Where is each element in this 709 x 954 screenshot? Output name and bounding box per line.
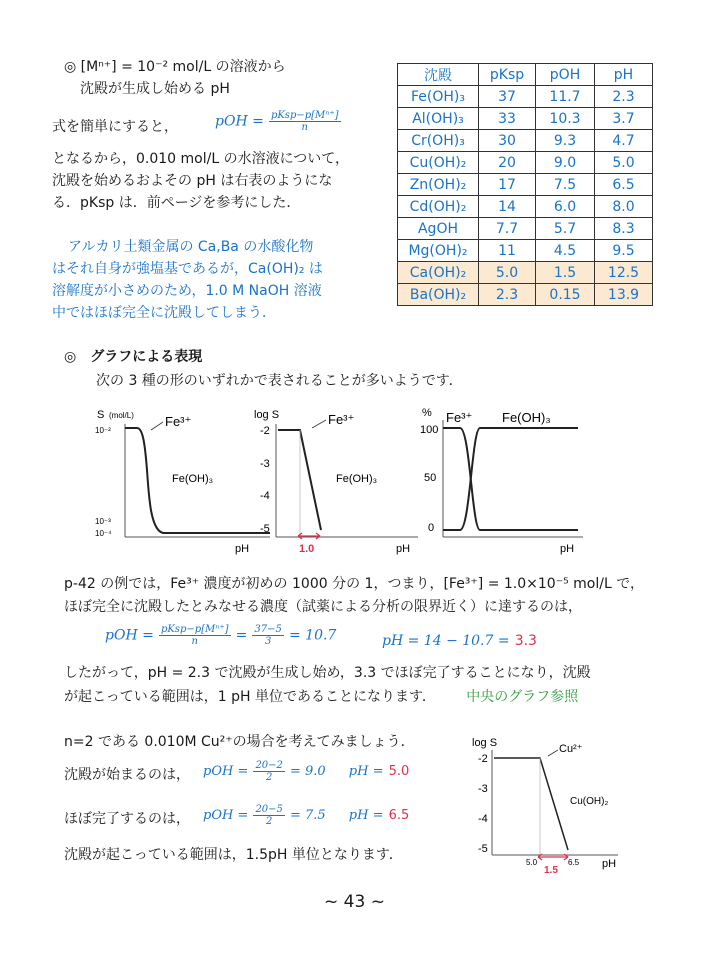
g3-ion-curve (443, 428, 578, 530)
g3-ytick: 100 (420, 424, 439, 436)
table-cell: 2.3 (595, 86, 653, 108)
table-cell: 5.0 (595, 152, 653, 174)
table-row (398, 130, 653, 152)
table-cell: 30 (479, 130, 536, 152)
table-cell: 6.0 (536, 196, 595, 218)
g4-ytick: -3 (478, 783, 488, 795)
g3-ytick: 50 (424, 472, 437, 484)
g1-ppt-label: Fe(OH)₃ (172, 473, 214, 485)
table-cell: 13.9 (595, 284, 653, 306)
g2-ppt-label: Fe(OH)₃ (336, 473, 378, 485)
g2-ion-label: Fe³⁺ (328, 412, 355, 427)
g4-ytick: -4 (478, 813, 488, 825)
page-number: ~ 43 ~ (324, 892, 385, 912)
note-line-1: アルカリ土類金属の Ca,Ba の水酸化物 (68, 239, 314, 255)
g3-xlabel: pH (560, 543, 575, 555)
table-cell: Mg(OH)₂ (398, 240, 479, 262)
case2-start-formula: pOH = $\frac{20-2}{2}$ = 9.0 pH = 5.0 (203, 760, 410, 783)
table-cell: Al(OH)₃ (398, 108, 479, 130)
example-line-3: したがって，pH = 2.3 で沈殿が生成し始め，3.3 でほぼ完了することになり，沈殿 (64, 665, 591, 681)
table-cell: Zn(OH)₂ (398, 174, 479, 196)
g2-xlabel: pH (396, 543, 411, 555)
g1-ytick-low: 10⁻⁴ (95, 529, 112, 538)
table-row (398, 86, 653, 108)
table-cell: 17 (479, 174, 536, 196)
table-cell: 8.0 (595, 196, 653, 218)
case2-intro: n=2 である 0.010M Cu²⁺の場合を考えてみましょう． (64, 734, 415, 750)
title-mark: ◎ (64, 59, 77, 75)
g4-xtick: 5.0 (526, 858, 538, 867)
g3-ion-label: Fe³⁺ (446, 410, 473, 425)
graph-section-subtitle: 次の 3 種の形のいずれかで表されることが多いようです． (96, 373, 463, 389)
section-title (64, 58, 286, 76)
table-cell: 33 (479, 108, 536, 130)
table-row (398, 152, 653, 174)
table-row (398, 174, 653, 196)
table-cell: 5.0 (479, 262, 536, 284)
graph-solubility (85, 400, 275, 560)
example-line-2: ほぼ完全に沈殿したとみなせる濃度（試薬による分析の限界近く）に達するのは， (64, 599, 582, 615)
g4-ylabel: log S (472, 737, 498, 749)
g2-ylabel: log S (254, 409, 280, 421)
table-cell: 1.5 (536, 262, 595, 284)
table-cell: 11 (479, 240, 536, 262)
case2-end-label: ほぼ完了するのは， (64, 811, 190, 827)
g3-ylabel: % (422, 407, 432, 419)
g4-ytick: -2 (478, 753, 488, 765)
table-cell: Fe(OH)₃ (398, 86, 479, 108)
table-cell: 8.3 (595, 218, 653, 240)
table-cell: Cr(OH)₃ (398, 130, 479, 152)
table-header-row (398, 64, 653, 86)
g4-xtick: 6.5 (568, 858, 580, 867)
table-row (398, 196, 653, 218)
example-line-4: が起こっている範囲は，1 pH 単位であることになります． 中央のグラフ参照 (64, 689, 579, 705)
formula-poh: pOH = $\frac{\text{pKsp−p[Mⁿ⁺]}}{n}$ (215, 110, 339, 133)
g1-ytick-mid: 10⁻³ (95, 517, 111, 526)
g2-ytick: -5 (260, 523, 270, 535)
table-cell: 4.5 (536, 240, 595, 262)
table-row (398, 240, 653, 262)
g2-curve (278, 430, 321, 530)
g1-ytick-top: 10⁻² (95, 426, 111, 435)
g2-pointer (312, 420, 326, 428)
g3-ytick: 0 (428, 522, 435, 534)
table-row (398, 108, 653, 130)
table-cell: 7.5 (536, 174, 595, 196)
graph-section-heading: ◎ グラフによる表現 (64, 349, 203, 365)
table-cell: Ca(OH)₂ (398, 262, 479, 284)
para-line-2: 沈殿を始めるおよその pH は右表のようにな (52, 173, 333, 189)
para-line-3: る．pKsp は．前ページを参考にした． (52, 195, 301, 211)
g4-ion-label: Cu²⁺ (559, 743, 583, 755)
graph-copper (468, 730, 628, 880)
table-row (398, 284, 653, 306)
g4-ppt-label: Cu(OH)₂ (570, 796, 609, 807)
table-cell: 9.5 (595, 240, 653, 262)
g1-yunit: (mol/L) (109, 411, 134, 420)
g4-ytick: -5 (478, 843, 488, 855)
g2-ytick: -3 (260, 458, 270, 470)
table-cell: 20 (479, 152, 536, 174)
title-text: [Mⁿ⁺] = 10⁻² mol/L の溶液から (80, 59, 286, 75)
g1-xlabel: pH (235, 543, 250, 555)
table-header: pOH (536, 64, 595, 86)
g4-pointer (548, 750, 558, 756)
g4-curve (494, 758, 568, 850)
table-cell: 12.5 (595, 262, 653, 284)
table-cell: Cd(OH)₂ (398, 196, 479, 218)
table-header: 沈殿 (398, 64, 479, 86)
g1-pointer (151, 422, 163, 430)
solubility-table (397, 63, 653, 306)
case2-start-label: 沈殿が始まるのは， (64, 767, 190, 783)
section-title-line2: 沈殿が生成し始める pH (80, 81, 230, 97)
g2-range-label: 1.0 (299, 543, 315, 555)
table-cell: Cu(OH)₂ (398, 152, 479, 174)
example-formula-poh: pOH = $\frac{\text{pKsp−p[Mⁿ⁺]}}{n}$ = $\frac{37-5}{3}$ = 10.7 (105, 624, 337, 647)
table-cell: Ba(OH)₂ (398, 284, 479, 306)
note-line-2: はそれ自身が強塩基であるが，Ca(OH)₂ は (52, 261, 323, 277)
table-row (398, 218, 653, 240)
table-cell: 9.0 (536, 152, 595, 174)
table-cell: 11.7 (536, 86, 595, 108)
g3-ppt-curve (443, 428, 578, 530)
para-line-1: となるから，0.010 mol/L の水溶液について， (52, 151, 350, 167)
table-header: pH (595, 64, 653, 86)
table-cell: 3.7 (595, 108, 653, 130)
table-cell: 10.3 (536, 108, 595, 130)
table-cell: AgOH (398, 218, 479, 240)
note-line-4: 中ではほぼ完全に沈殿してしまう． (52, 305, 276, 321)
table-row (398, 262, 653, 284)
simplify-label: 式を簡単にすると， (52, 119, 178, 135)
g3-ppt-label: Fe(OH)₃ (502, 410, 551, 425)
graph-reference: 中央のグラフ参照 (466, 689, 579, 705)
table-cell: 6.5 (595, 174, 653, 196)
g1-ylabel: S (97, 409, 105, 421)
note-line-3: 溶解度が小さめのため，1.0 M NaOH 溶液 (52, 283, 322, 299)
g2-ytick: -2 (260, 425, 270, 437)
g2-ytick: -4 (260, 490, 270, 502)
table-cell: 0.15 (536, 284, 595, 306)
table-cell: 2.3 (479, 284, 536, 306)
g1-ion-label: Fe³⁺ (165, 414, 192, 429)
table-cell: 14 (479, 196, 536, 218)
table-cell: 37 (479, 86, 536, 108)
g4-xlabel: pH (602, 858, 617, 870)
table-header: pKsp (479, 64, 536, 86)
table-cell: 4.7 (595, 130, 653, 152)
example-line-1: p-42 の例では，Fe³⁺ 濃度が初めの 1000 分の 1，つまり，[Fe³⁺] = 1.0×10⁻⁵ mol/L で， (64, 576, 644, 592)
graph-percent (418, 400, 598, 560)
table-cell: 9.3 (536, 130, 595, 152)
table-cell: 5.7 (536, 218, 595, 240)
example-formula-ph: pH = 14 − 10.7 = 3.3 (382, 633, 537, 649)
graph-log-solubility (248, 400, 428, 560)
case2-range-text: 沈殿が起こっている範囲は，1.5pH 単位となります． (64, 847, 403, 863)
g4-range-label: 1.5 (544, 865, 558, 876)
case2-end-formula: pOH = $\frac{20-5}{2}$ = 7.5 pH = 6.5 (203, 804, 410, 827)
table-cell: 7.7 (479, 218, 536, 240)
